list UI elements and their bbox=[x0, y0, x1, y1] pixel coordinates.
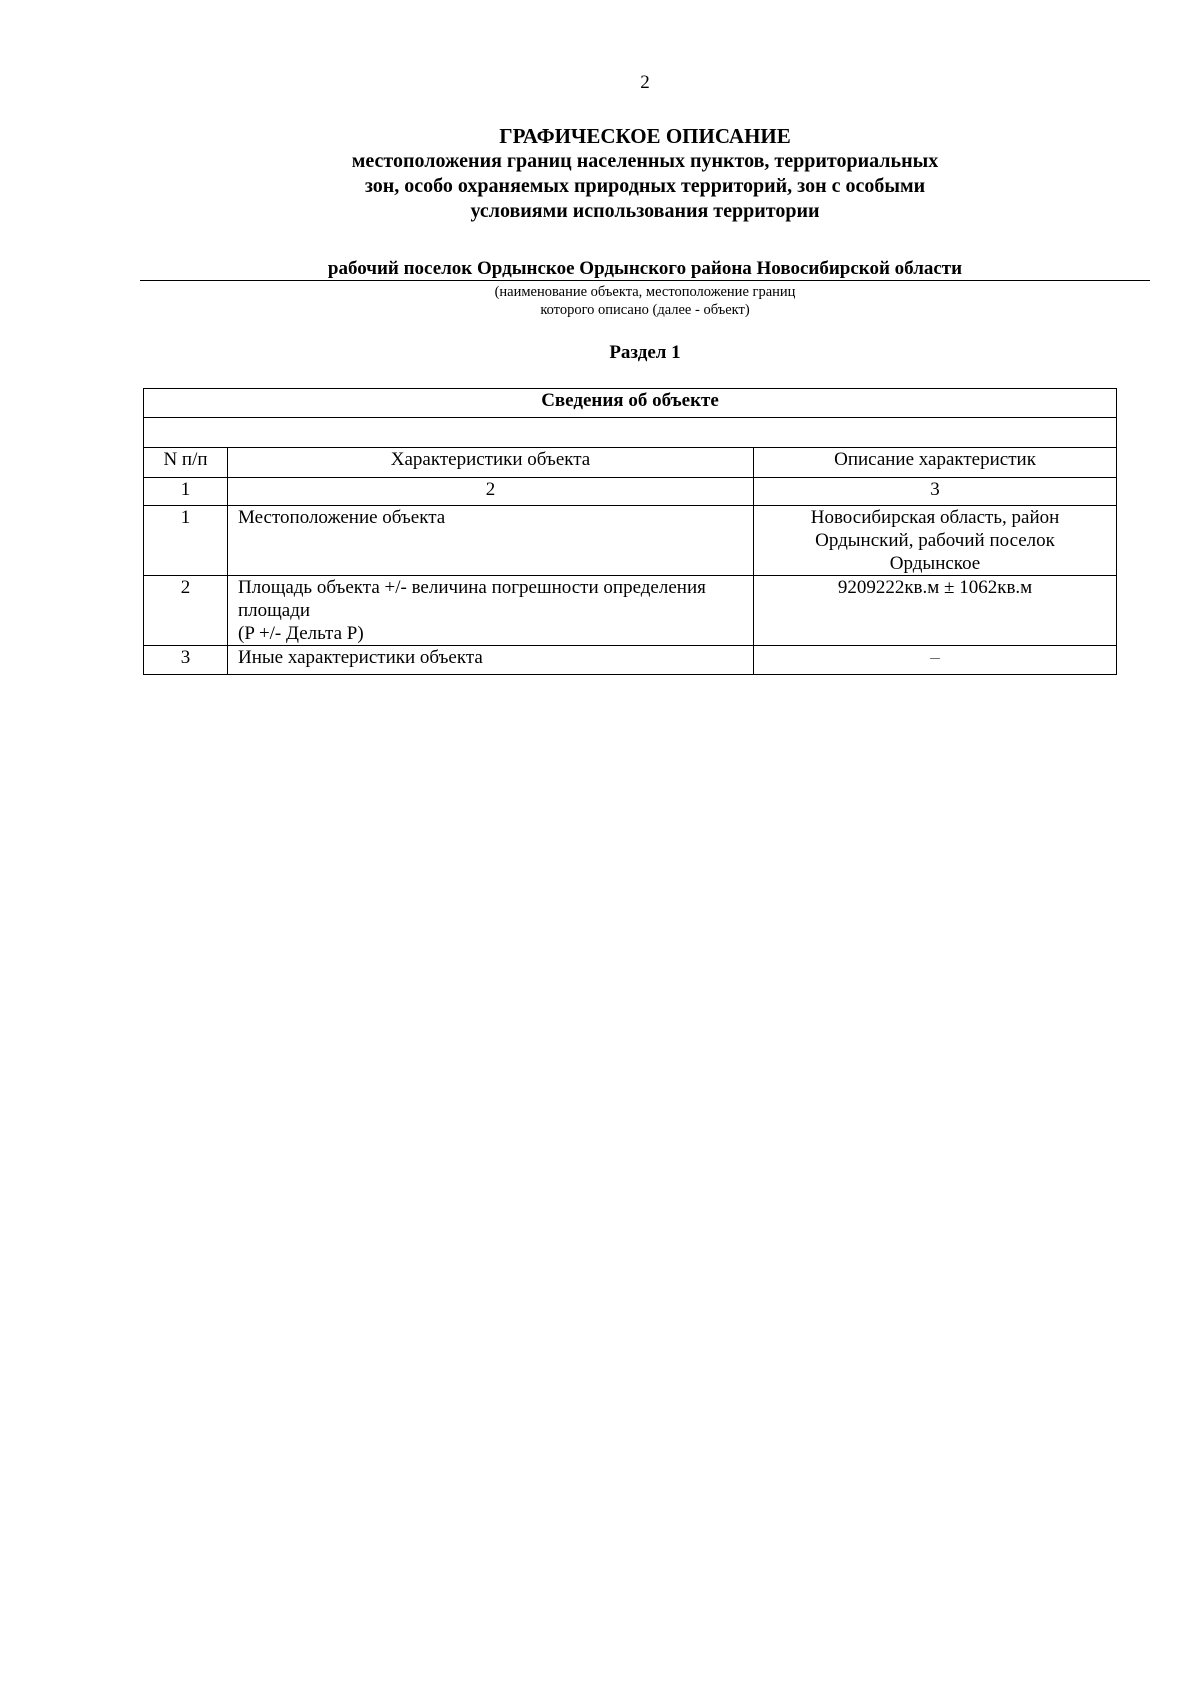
title-line-2: зон, особо охраняемых природных территорий, зон с особыми bbox=[364, 175, 926, 197]
row-number: 2 bbox=[144, 576, 228, 646]
row-number: 3 bbox=[144, 646, 228, 675]
object-caption-line-1: (наименование объекта, местоположение границ bbox=[494, 284, 796, 300]
object-info-table bbox=[143, 388, 1117, 675]
table-empty-row bbox=[144, 418, 1117, 448]
document-title bbox=[140, 124, 1150, 224]
row-description bbox=[754, 506, 1117, 576]
title-line-1: местоположения границ населенных пунктов, территориальных bbox=[351, 150, 939, 172]
table-caption-row bbox=[144, 389, 1117, 418]
row-characteristic: Иные характеристики объекта bbox=[228, 646, 754, 675]
row-characteristic-line: площади bbox=[238, 600, 311, 621]
row-description: – bbox=[754, 646, 1117, 675]
object-caption bbox=[140, 283, 1150, 319]
table-caption: Сведения об объекте bbox=[144, 389, 1117, 418]
section-title: Раздел 1 bbox=[609, 342, 681, 363]
table-index-row bbox=[144, 478, 1117, 506]
title-line-3: условиями использования территории bbox=[470, 200, 820, 222]
row-characteristic: Местоположение объекта bbox=[228, 506, 754, 576]
index-cell-3: 3 bbox=[754, 478, 1117, 506]
table-header-row bbox=[144, 448, 1117, 478]
table-row bbox=[144, 506, 1117, 576]
table-empty-cell bbox=[144, 418, 1117, 448]
row-description: 9209222кв.м ± 1062кв.м bbox=[754, 576, 1117, 646]
row-description-line: Ордынский, рабочий поселок bbox=[815, 530, 1055, 551]
header-description: Описание характеристик bbox=[754, 448, 1117, 478]
row-characteristic-line: (P +/- Дельта P) bbox=[238, 623, 364, 644]
title-main: ГРАФИЧЕСКОЕ ОПИСАНИЕ bbox=[499, 124, 791, 148]
table-row bbox=[144, 646, 1117, 675]
header-number: N п/п bbox=[144, 448, 228, 478]
row-characteristic-line: Площадь объекта +/- величина погрешности определения bbox=[238, 577, 706, 598]
row-description-line: Новосибирская область, район bbox=[810, 507, 1060, 528]
row-characteristic bbox=[228, 576, 754, 646]
table-row bbox=[144, 576, 1117, 646]
object-caption-line-2: которого описано (далее - объект) bbox=[540, 302, 750, 318]
index-cell-1: 1 bbox=[144, 478, 228, 506]
object-name: рабочий поселок Ордынское Ордынского района Новосибирской области bbox=[327, 258, 963, 279]
row-number: 1 bbox=[144, 506, 228, 576]
object-name-underline bbox=[140, 280, 1150, 281]
header-characteristic: Характеристики объекта bbox=[228, 448, 754, 478]
row-description-line: Ордынское bbox=[889, 553, 981, 574]
index-cell-2: 2 bbox=[228, 478, 754, 506]
page-number: 2 bbox=[640, 72, 650, 93]
